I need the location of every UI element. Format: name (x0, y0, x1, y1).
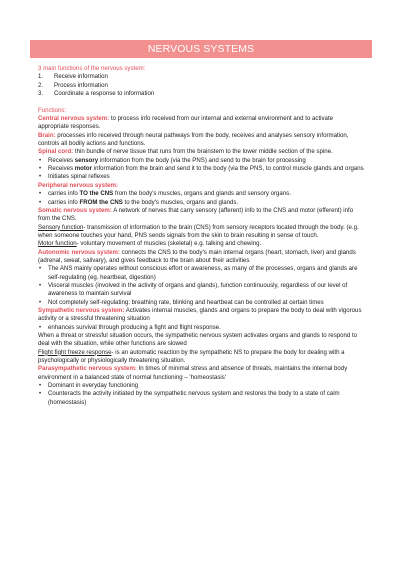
cns-paragraph: Central nervous system: to process info received from our internal and external environment and to activate appropriate responses. (38, 115, 334, 131)
functions-heading: Functions: (38, 106, 67, 114)
list-item: 3. Coordinate a response to information (38, 90, 155, 98)
list-item: 1. Receive information (38, 73, 108, 81)
list-item: • enhances survival through producing a fight and flight response. (39, 323, 221, 331)
list-item: 2. Process information (38, 81, 108, 89)
list-item: • carries info FROM the CNS to the body's muscles, organs and glands. (39, 198, 239, 206)
somatic-paragraph: Somatic nervous system: A network of nerves that carry sensory (afferent) info to the CNS and motor (efferent) info from the CNS. (38, 206, 354, 223)
fight-flight-paragraph: Flight fight freeze response- is an automatic reaction by the sympathetic NS to prepare the body for dealing with a psychologically or physiologically threatening situation. (38, 348, 345, 365)
notes-content (38, 65, 364, 407)
list-item: • carries info TO the CNS from the body's muscles, organs and glands and sensory organs. (39, 190, 291, 198)
brain-paragraph: Brain: processes info received through neural pathways from the body, receives and analyses sensory information, controls all bodily actions and functions. (38, 131, 349, 148)
spinal-cord-paragraph: Spinal cord: thin bundle of nerve tissue that runs from the brainstem to the lower middle section of the spine. (38, 148, 333, 156)
list-item: • Dominant in everyday functioning (39, 382, 139, 390)
list-item: • Receives motor information from the brain and send it to the body (via the PNS, to control muscle glands and organs (39, 165, 364, 173)
list-item: • Receives sensory information from the body (via the PNS) and send to the brain for processing (39, 156, 306, 164)
sympathetic-paragraph: Sympathetic nervous system: Activates internal muscles, glands and organs to prepare the body to deal with vigorous activity or a stressful threatening situation (38, 306, 362, 323)
motor-function-paragraph: Motor function- voluntary movement of muscles (skeletal) e.g. talking and chewing. (38, 240, 262, 248)
list-item: • Visceral muscles (involved in the activity of organs and glands), function continuously, regardless of our level of awareness to maintain survival (39, 281, 348, 298)
list-item: • The ANS mainly operates without conscious effort or awareness, as many of the processes, organs and glands are self-regulating (eg. heartbeat, digestion) (39, 265, 358, 281)
page-title: NERVOUS SYSTEMS (30, 40, 372, 58)
list-item: • Counteracts the activity initiated by the sympathetic nervous system and restores the body to a state of calm (homeostasis) (39, 390, 340, 406)
sympathetic-detail: When a threat or stressful situation occurs, the sympathetic nervous system activates organs and glands to respond to deal with the situation, while other functions are slowed (38, 332, 358, 348)
autonomic-paragraph: Autonomic nervous system: connects the CNS to the body's main internal organs (heart, stomach, liver) and glands (adrenal, sweat, salivary), and gives feedback to the brain about their activities (38, 248, 356, 264)
list-item: • Not completely self-regulating: breathing rate, blinking and heartbeat can be controlled at certain times (39, 298, 324, 306)
parasympathetic-paragraph: Parasympathetic nervous system: In times of minimal stress and absence of threats, maintains the internal body environment in a balanced state of normal functioning – 'homeostasis' (38, 365, 348, 381)
main-functions-heading: 3 main functions of the nervous system: (38, 65, 146, 72)
sensory-function-paragraph: Sensory function- transmission of information to the brain (CNS) from sensory receptors located through the body. (e.g. when someone touches your hand, PNS sends signals from the skin to brain resulting in sense of touch. (38, 223, 359, 239)
pns-heading: Peripheral nervous system: (38, 181, 118, 189)
list-item: • Initiates spinal reflexes (39, 173, 110, 181)
